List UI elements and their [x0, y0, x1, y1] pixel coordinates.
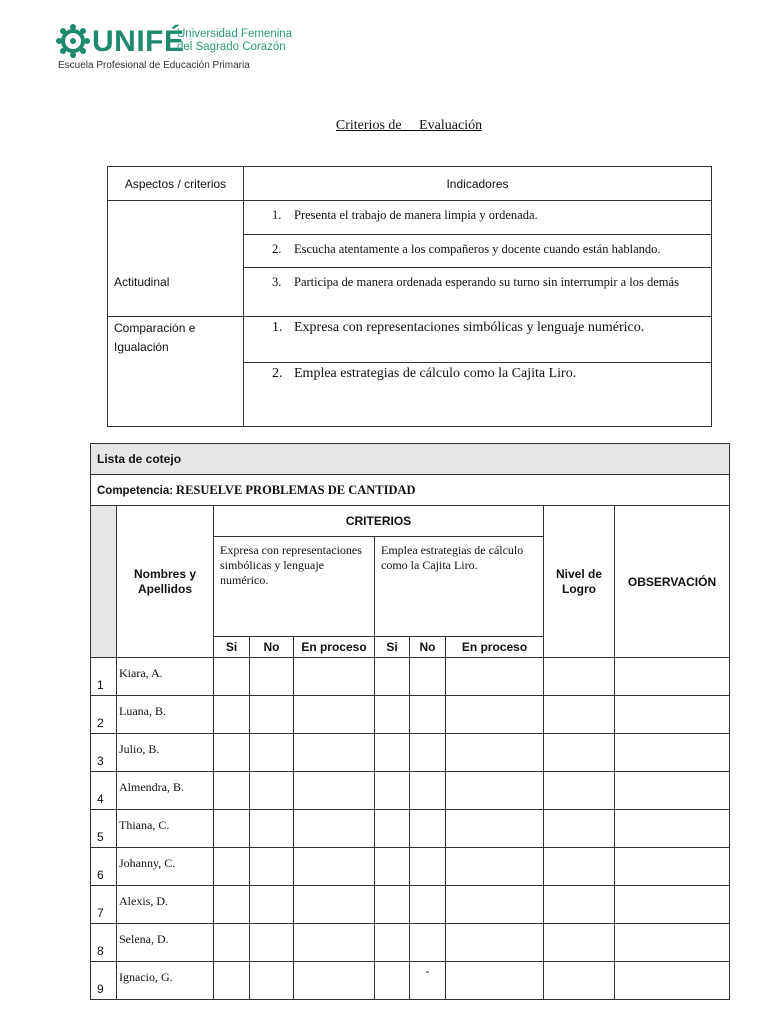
- level-cell: [544, 658, 615, 696]
- observation-cell: [615, 734, 730, 772]
- mark-cell: [410, 696, 446, 734]
- table-row: [91, 886, 730, 924]
- mark-cell: [446, 772, 544, 810]
- level-header: Nivel de Logro: [544, 537, 615, 658]
- sub-header-en-proceso: En proceso: [446, 637, 544, 658]
- table-row: [91, 772, 730, 810]
- observation-cell: [615, 810, 730, 848]
- mark-cell: [446, 924, 544, 962]
- mark-cell: [410, 772, 446, 810]
- mark-cell: [410, 658, 446, 696]
- mark-cell: [446, 658, 544, 696]
- level-cell: [544, 962, 615, 1000]
- row-number: 8: [91, 924, 117, 962]
- student-name: Kiara, A.: [117, 658, 214, 696]
- mark-cell: [250, 848, 294, 886]
- mark-cell: [214, 886, 250, 924]
- student-name: Almendra, B.: [117, 772, 214, 810]
- mark-cell: [375, 924, 410, 962]
- indicator-cell: 3. Participa de manera ordenada esperando su turno sin interrumpir a los demás: [244, 268, 712, 317]
- row-number: 7: [91, 886, 117, 924]
- aspect-cell: Actitudinal: [108, 201, 244, 317]
- mark-cell: [250, 886, 294, 924]
- student-name: Thiana, C.: [117, 810, 214, 848]
- mark-cell: [375, 848, 410, 886]
- mark-cell: [214, 734, 250, 772]
- table-row: [91, 848, 730, 886]
- observation-cell: [615, 848, 730, 886]
- indicator-cell: 1. Expresa con representaciones simbólicas y lenguaje numérico.: [244, 317, 712, 363]
- mark-cell: [375, 886, 410, 924]
- mark-cell: [446, 886, 544, 924]
- sub-header-en-proceso: En proceso: [294, 637, 375, 658]
- row-number: 3: [91, 734, 117, 772]
- table-row: [91, 734, 730, 772]
- sub-header-no: No: [410, 637, 446, 658]
- mark-cell: [375, 734, 410, 772]
- mark-cell: [294, 924, 375, 962]
- table-row: [91, 962, 730, 1000]
- competencia-value: RESUELVE PROBLEMAS DE CANTIDAD: [176, 482, 416, 497]
- criterion-2-header: Emplea estrategias de cálculo como la Cajita Liro.: [375, 537, 544, 637]
- mark-cell: [250, 924, 294, 962]
- row-number: 4: [91, 772, 117, 810]
- mark-cell: [214, 924, 250, 962]
- student-name: Johanny, C.: [117, 848, 214, 886]
- mark-cell: [214, 772, 250, 810]
- mark-cell: [294, 886, 375, 924]
- mark-cell: [214, 848, 250, 886]
- student-name: Selena, D.: [117, 924, 214, 962]
- mark-cell: [214, 810, 250, 848]
- competencia-label: Competencia:: [97, 484, 174, 497]
- names-header: Nombres y Apellidos: [117, 506, 214, 658]
- university-name: Universidad Femenina del Sagrado Corazón: [177, 28, 293, 53]
- indicator-cell: 2. Emplea estrategias de cálculo como la Cajita Liro.: [244, 363, 712, 427]
- mark-cell: [375, 658, 410, 696]
- mark-cell: [250, 772, 294, 810]
- checklist-title: Lista de cotejo: [91, 444, 730, 475]
- indicator-cell: 2. Escucha atentamente a los compañeros y docente cuando están hablando.: [244, 235, 712, 268]
- level-cell: [544, 810, 615, 848]
- mark-cell: [375, 696, 410, 734]
- sub-header-no: No: [250, 637, 294, 658]
- mark-cell: [250, 962, 294, 1000]
- mark-cell: [214, 696, 250, 734]
- mark-cell: [294, 696, 375, 734]
- logo-wordmark: UNIFÉ: [92, 25, 185, 58]
- student-name: Luana, B.: [117, 696, 214, 734]
- mark-cell: [410, 848, 446, 886]
- observation-cell: [615, 696, 730, 734]
- student-name: Alexis, D.: [117, 886, 214, 924]
- table-row: [91, 810, 730, 848]
- observation-cell: [615, 658, 730, 696]
- mark-cell: [294, 962, 375, 1000]
- mark-cell: [446, 962, 544, 1000]
- criteria-table: [107, 166, 712, 427]
- mark-cell: [250, 810, 294, 848]
- mark-cell: [250, 734, 294, 772]
- school-name: Escuela Profesional de Educación Primaria: [58, 60, 250, 71]
- mark-cell: [446, 810, 544, 848]
- level-cell: [544, 848, 615, 886]
- table-row: [91, 696, 730, 734]
- mark-cell: [410, 810, 446, 848]
- aspect-cell: Comparación e Igualación: [108, 317, 244, 427]
- unife-emblem-icon: [56, 24, 90, 58]
- sub-header-si: Si: [214, 637, 250, 658]
- row-number: 5: [91, 810, 117, 848]
- row-number: 9: [91, 962, 117, 1000]
- student-rows: [91, 658, 730, 1000]
- level-cell: [544, 696, 615, 734]
- level-cell: [544, 924, 615, 962]
- mark-cell: [375, 772, 410, 810]
- aspects-column-header: Aspectos / criterios: [108, 167, 244, 201]
- observation-header: OBSERVACIÓN: [615, 537, 730, 658]
- criterion-1-header: Expresa con representaciones simbólicas y lenguaje numérico.: [214, 537, 375, 637]
- observation-cell: [615, 886, 730, 924]
- mark-cell: [294, 734, 375, 772]
- number-column-header: [91, 506, 117, 658]
- level-cell: [544, 734, 615, 772]
- observation-cell: [615, 962, 730, 1000]
- mark-cell: [375, 962, 410, 1000]
- table-row: [91, 924, 730, 962]
- student-name: Julio, B.: [117, 734, 214, 772]
- checklist-table: [90, 443, 730, 1000]
- mark-cell: [294, 772, 375, 810]
- mark-cell: [250, 696, 294, 734]
- observation-cell: [615, 924, 730, 962]
- document-title: Criterios de Evaluación: [335, 118, 483, 133]
- indicator-cell: 1. Presenta el trabajo de manera limpia y ordenada.: [244, 201, 712, 235]
- mark-cell: [446, 734, 544, 772]
- row-number: 1: [91, 658, 117, 696]
- mark-cell: [214, 962, 250, 1000]
- mark-cell: [294, 810, 375, 848]
- table-row: [91, 658, 730, 696]
- mark-cell: [410, 924, 446, 962]
- competencia-row: [91, 475, 730, 506]
- mark-cell: [214, 658, 250, 696]
- row-number: 6: [91, 848, 117, 886]
- mark-cell: -: [410, 962, 446, 1000]
- student-name: Ignacio, G.: [117, 962, 214, 1000]
- mark-cell: [446, 696, 544, 734]
- mark-cell: [446, 848, 544, 886]
- criteria-header: CRITERIOS: [214, 506, 544, 537]
- sub-header-si: Si: [375, 637, 410, 658]
- level-cell: [544, 772, 615, 810]
- mark-cell: [294, 658, 375, 696]
- mark-cell: [410, 734, 446, 772]
- mark-cell: [375, 810, 410, 848]
- indicators-column-header: Indicadores: [244, 167, 712, 201]
- mark-cell: [294, 848, 375, 886]
- mark-cell: [250, 658, 294, 696]
- mark-cell: [410, 886, 446, 924]
- level-cell: [544, 886, 615, 924]
- observation-cell: [615, 772, 730, 810]
- row-number: 2: [91, 696, 117, 734]
